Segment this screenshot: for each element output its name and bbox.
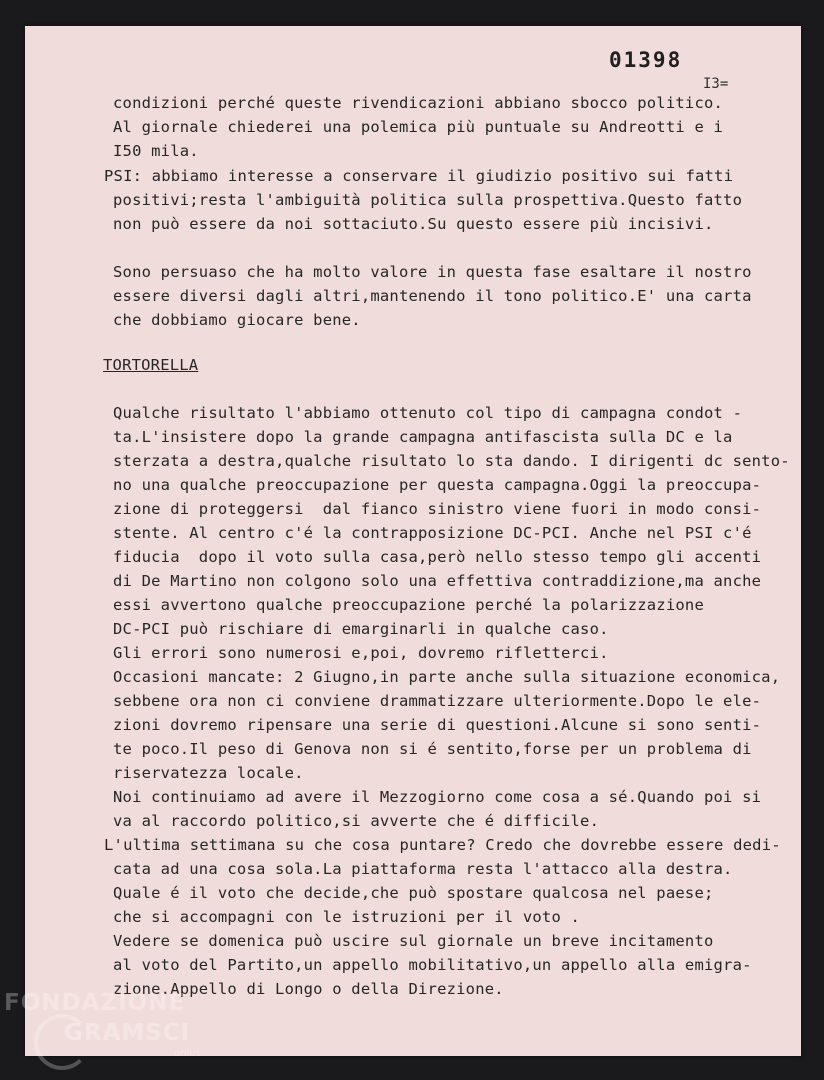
watermark-line-2: GRAMSCI bbox=[64, 1020, 191, 1046]
text-line: Qualche risultato l'abbiamo ottenuto col tipo di campagna condot - bbox=[113, 404, 743, 422]
text-line: positivi;resta l'ambiguità politica sulla prospettiva.Questo fatto bbox=[113, 191, 743, 209]
text-line: te poco.Il peso di Genova non si é sentito,forse per un problema di bbox=[113, 740, 752, 758]
watermark-line-1: FONDAZIONE bbox=[4, 990, 186, 1016]
text-line: Quale é il voto che decide,che può spostare qualcosa nel paese; bbox=[113, 884, 714, 902]
text-line: PSI: abbiamo interesse a conservare il giudizio positivo sui fatti bbox=[104, 167, 734, 185]
text-line: fiducia dopo il voto sulla casa,però nello stesso tempo gli accenti bbox=[113, 548, 762, 566]
text-line: zione di proteggersi dal fianco sinistro viene fuori in modo consi- bbox=[113, 500, 762, 518]
fondazione-gramsci-watermark bbox=[4, 990, 224, 1075]
text-line: riservatezza locale. bbox=[113, 764, 304, 782]
text-line: condizioni perché queste rivendicazioni abbiano sbocco politico. bbox=[113, 94, 724, 112]
text-line: I50 mila. bbox=[113, 142, 199, 160]
text-line: Sono persuaso che ha molto valore in questa fase esaltare il nostro bbox=[113, 263, 752, 281]
text-line: che si accompagni con le istruzioni per il voto . bbox=[113, 908, 581, 926]
text-line: sebbene ora non ci conviene drammatizzare ulteriormente.Dopo le ele- bbox=[113, 692, 762, 710]
text-line: cata ad una cosa sola.La piattaforma resta l'attacco alla destra. bbox=[113, 860, 733, 878]
text-line: Vedere se domenica può uscire sul giornale un breve incitamento bbox=[113, 932, 714, 950]
text-line: al voto del Partito,un appello mobilitativo,un appello alla emigra- bbox=[113, 956, 752, 974]
text-line: essere diversi dagli altri,mantenendo il tono politico.E' una carta bbox=[113, 287, 752, 305]
text-line: Noi continuiamo ad avere il Mezzogiorno come cosa a sé.Quando poi si bbox=[113, 788, 762, 806]
text-line: sterzata a destra,qualche risultato lo sta dando. I dirigenti dc sento- bbox=[113, 452, 790, 470]
text-line: zioni dovremo ripensare una serie di questioni.Alcune si sono senti- bbox=[113, 716, 762, 734]
document-number: 01398 bbox=[609, 48, 683, 72]
watermark-line-3: onlus bbox=[174, 1048, 201, 1059]
text-line: no una qualche preoccupazione per questa campagna.Oggi la preoccupa- bbox=[113, 476, 762, 494]
text-line: non può essere da noi sottaciuto.Su questo essere più incisivi. bbox=[113, 215, 714, 233]
text-line: essi avvertono qualche preoccupazione perché la polarizzazione bbox=[113, 596, 704, 614]
text-line: che dobbiamo giocare bene. bbox=[113, 311, 361, 329]
text-line: Al giornale chiederei una polemica più puntuale su Andreotti e i bbox=[113, 118, 724, 136]
speaker-heading: TORTORELLA bbox=[103, 356, 199, 374]
text-line: ta.L'insistere dopo la grande campagna antifascista sulla DC e la bbox=[113, 428, 733, 446]
text-line: va al raccordo politico,si avverte che é difficile. bbox=[113, 812, 600, 830]
text-line: zione.Appello di Longo o della Direzione. bbox=[113, 980, 504, 998]
text-line: Occasioni mancate: 2 Giugno,in parte anche sulla situazione economica, bbox=[113, 668, 781, 686]
text-line: DC-PCI può rischiare di emarginarli in qualche caso. bbox=[113, 620, 609, 638]
text-line: stente. Al centro c'é la contrapposizione DC-PCI. Anche nel PSI c'é bbox=[113, 524, 752, 542]
page-number: I3= bbox=[703, 76, 729, 92]
text-line: Gli errori sono numerosi e,poi, dovremo rifletterci. bbox=[113, 644, 609, 662]
text-line: di De Martino non colgono solo una effettiva contraddizione,ma anche bbox=[113, 572, 762, 590]
text-line: L'ultima settimana su che cosa puntare? Credo che dovrebbe essere dedi- bbox=[104, 836, 781, 854]
